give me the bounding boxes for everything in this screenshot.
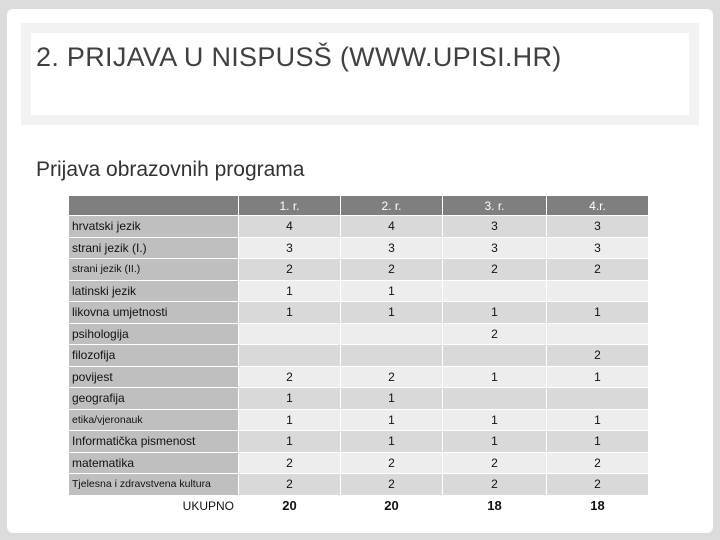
subject-cell: filozofija (69, 345, 239, 367)
subject-cell: psihologija (69, 323, 239, 345)
subject-cell: povijest (69, 366, 239, 388)
subject-cell: strani jezik (II.) (69, 259, 239, 281)
header-cell-year-4: 4.r. (547, 196, 649, 216)
value-cell: 2 (341, 366, 443, 388)
table-row (69, 323, 649, 345)
value-cell: 2 (443, 474, 547, 496)
value-cell: 2 (547, 259, 649, 281)
subject-cell: geografija (69, 388, 239, 410)
value-cell: 2 (341, 259, 443, 281)
value-cell (239, 323, 341, 345)
value-cell (443, 345, 547, 367)
value-cell: 1 (239, 302, 341, 324)
subject-cell: latinski jezik (69, 280, 239, 302)
value-cell: 2 (443, 323, 547, 345)
value-cell: 1 (547, 302, 649, 324)
slide-title: 2. PRIJAVA U NISPUSŠ (WWW.UPISI.HR) (36, 42, 562, 72)
value-cell: 1 (443, 431, 547, 453)
subject-cell: likovna umjetnosti (69, 302, 239, 324)
value-cell: 1 (239, 409, 341, 431)
table-row (69, 259, 649, 281)
total-value: 20 (239, 495, 341, 517)
value-cell: 3 (443, 216, 547, 238)
table-row (69, 452, 649, 474)
table-row (69, 474, 649, 496)
table-row (69, 280, 649, 302)
value-cell (341, 345, 443, 367)
value-cell: 1 (341, 409, 443, 431)
value-cell: 2 (239, 366, 341, 388)
value-cell: 1 (239, 431, 341, 453)
value-cell: 2 (443, 259, 547, 281)
value-cell: 1 (547, 366, 649, 388)
value-cell: 1 (341, 280, 443, 302)
value-cell: 1 (341, 302, 443, 324)
value-cell: 1 (239, 388, 341, 410)
value-cell: 3 (443, 237, 547, 259)
value-cell: 1 (239, 280, 341, 302)
header-cell-year-2: 2. r. (341, 196, 443, 216)
total-row (69, 495, 649, 517)
value-cell (547, 323, 649, 345)
header-cell-year-3: 3. r. (443, 196, 547, 216)
programs-table (68, 195, 649, 517)
value-cell: 1 (547, 409, 649, 431)
value-cell (547, 280, 649, 302)
value-cell: 2 (341, 452, 443, 474)
subject-cell: hrvatski jezik (69, 216, 239, 238)
value-cell: 1 (341, 431, 443, 453)
table-row (69, 431, 649, 453)
value-cell: 2 (239, 452, 341, 474)
table-header-row (69, 196, 649, 216)
subject-cell: strani jezik (I.) (69, 237, 239, 259)
total-value: 20 (341, 495, 443, 517)
value-cell: 2 (547, 345, 649, 367)
subject-cell: Informatička pismenost (69, 431, 239, 453)
value-cell: 2 (443, 452, 547, 474)
value-cell: 3 (547, 216, 649, 238)
value-cell (239, 345, 341, 367)
total-label: UKUPNO (69, 495, 239, 517)
value-cell (443, 388, 547, 410)
subject-cell: matematika (69, 452, 239, 474)
value-cell (341, 323, 443, 345)
value-cell (443, 280, 547, 302)
table-row (69, 302, 649, 324)
table-row (69, 366, 649, 388)
total-value: 18 (547, 495, 649, 517)
slide-subtitle: Prijava obrazovnih programa (36, 158, 305, 181)
table-row (69, 237, 649, 259)
subject-cell: etika/vjeronauk (69, 409, 239, 431)
header-cell-empty (69, 196, 239, 216)
total-value: 18 (443, 495, 547, 517)
table-row (69, 388, 649, 410)
subject-cell: Tjelesna i zdravstvena kultura (69, 474, 239, 496)
value-cell: 1 (547, 431, 649, 453)
value-cell: 1 (341, 388, 443, 410)
value-cell: 1 (443, 366, 547, 388)
value-cell: 2 (547, 452, 649, 474)
table-row (69, 345, 649, 367)
value-cell: 2 (239, 474, 341, 496)
value-cell: 3 (341, 237, 443, 259)
table-row (69, 409, 649, 431)
value-cell: 2 (239, 259, 341, 281)
value-cell: 1 (443, 409, 547, 431)
value-cell: 1 (443, 302, 547, 324)
header-cell-year-1: 1. r. (239, 196, 341, 216)
table-row (69, 216, 649, 238)
value-cell (547, 388, 649, 410)
value-cell: 4 (239, 216, 341, 238)
value-cell: 2 (547, 474, 649, 496)
value-cell: 3 (547, 237, 649, 259)
value-cell: 3 (239, 237, 341, 259)
value-cell: 2 (341, 474, 443, 496)
value-cell: 4 (341, 216, 443, 238)
